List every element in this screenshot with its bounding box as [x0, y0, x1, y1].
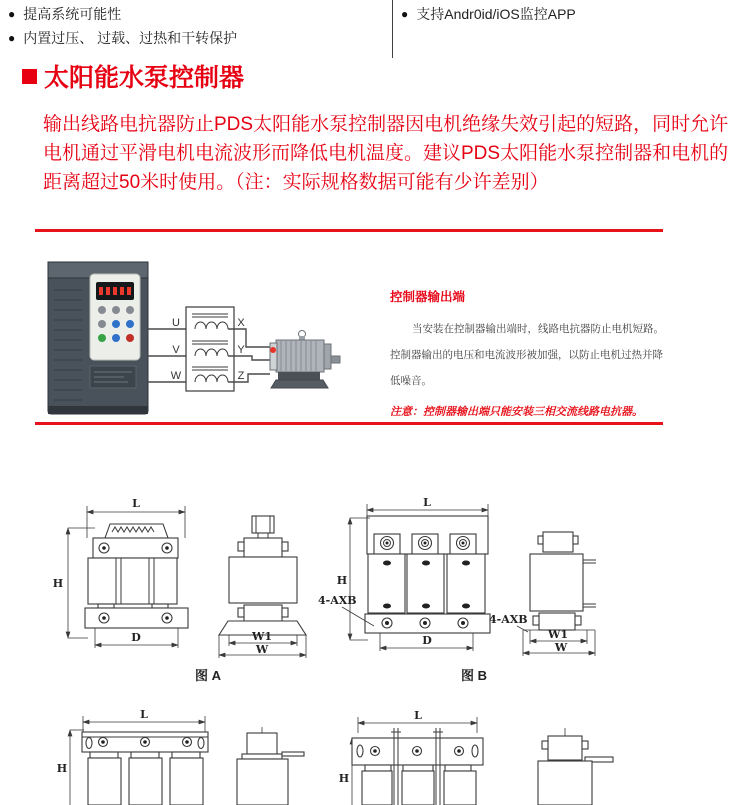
dim-label-L: L [140, 708, 148, 721]
inverter-image [48, 262, 148, 414]
figure-b-front-view [318, 496, 490, 651]
bullet-icon: ● [401, 7, 409, 21]
section-title [22, 58, 244, 94]
dim-label-W1: W1 [547, 628, 569, 641]
dim-label-H: H [336, 574, 348, 587]
figure-c-front-view [57, 708, 208, 805]
terminal-label-w: W [170, 370, 182, 382]
feature-item [8, 2, 237, 26]
red-rule-top [35, 229, 663, 232]
feature-item [8, 26, 237, 50]
dim-label-4AXB: 4-AXB [489, 613, 528, 626]
dim-label-H: H [52, 577, 64, 590]
terminal-label-v: V [172, 344, 180, 356]
intro-paragraph [43, 110, 728, 197]
figure-d-front-view [339, 709, 483, 805]
feature-text: 提高系统可能性 [23, 6, 122, 22]
feature-list-right [401, 2, 576, 26]
column-divider [392, 0, 393, 58]
red-square-icon [22, 69, 37, 84]
output-heading: 控制器输出端 [390, 290, 466, 304]
line-reactor-symbol [171, 307, 246, 391]
figure-d-side-view [538, 728, 613, 805]
dim-label-L: L [132, 497, 140, 510]
figure-b-side-view [489, 532, 596, 656]
controller-output-diagram [38, 246, 368, 430]
terminal-label-z: Z [237, 370, 245, 382]
bullet-icon: ● [8, 31, 16, 45]
figure-a-front-view [53, 497, 188, 648]
output-body-line: 低噪音。 [390, 375, 432, 387]
motor-image [270, 331, 340, 389]
output-body [390, 316, 700, 394]
feature-text: 支持Andr0id/iOS监控APP [416, 6, 576, 22]
terminal-label-x: X [237, 317, 245, 329]
dim-label-D: D [131, 631, 141, 644]
dim-label-W1: W1 [251, 630, 273, 643]
dim-label-4AXB: 4-AXB [318, 594, 357, 607]
intro-line: 距离超过50米时使用。（注：实际规格数据可能有少许差别） [43, 172, 549, 193]
figure-c-side-view [237, 727, 304, 805]
section-title-text: 太阳能水泵控制器 [44, 64, 245, 92]
figure-a-side-view [219, 516, 306, 658]
dim-label-L: L [414, 709, 422, 722]
keypad-buttons [98, 306, 134, 342]
feature-item [401, 2, 576, 26]
figure-a-caption: 图 A [195, 668, 222, 683]
dim-label-W: W [554, 641, 568, 654]
output-note: 注意：控制器输出端只能安装三相交流线路电抗器。 [390, 406, 643, 418]
dim-label-W: W [255, 643, 269, 656]
output-body-line: 控制器输出的电压和电流波形被加强，以防止电机过热并降 [390, 349, 663, 361]
terminal-label-y: Y [237, 344, 245, 356]
red-indicator-dot [270, 347, 276, 353]
terminal-label-u: U [172, 317, 180, 329]
dim-label-H: H [338, 772, 350, 785]
dim-label-D: D [422, 634, 432, 647]
bullet-icon: ● [8, 7, 16, 21]
intro-line: 电机通过平滑电机电流波形而降低电机温度。建议PDS太阳能水泵控制器和电机的 [43, 143, 729, 164]
controller-output-text [390, 287, 700, 419]
figure-b-caption: 图 B [461, 668, 488, 683]
dimension-drawings [0, 480, 750, 805]
dim-label-H: H [56, 762, 68, 775]
intro-line: 输出线路电抗器防止PDS太阳能水泵控制器因电机绝缘失效引起的短路，同时允许 [43, 114, 729, 135]
feature-text: 内置过压、 过载、过热和干转保护 [23, 30, 238, 46]
feature-list-left [8, 2, 237, 50]
output-body-line: 当安装在控制器输出端时，线路电抗器防止电机短路。 [412, 323, 664, 335]
dim-label-L: L [423, 496, 431, 509]
